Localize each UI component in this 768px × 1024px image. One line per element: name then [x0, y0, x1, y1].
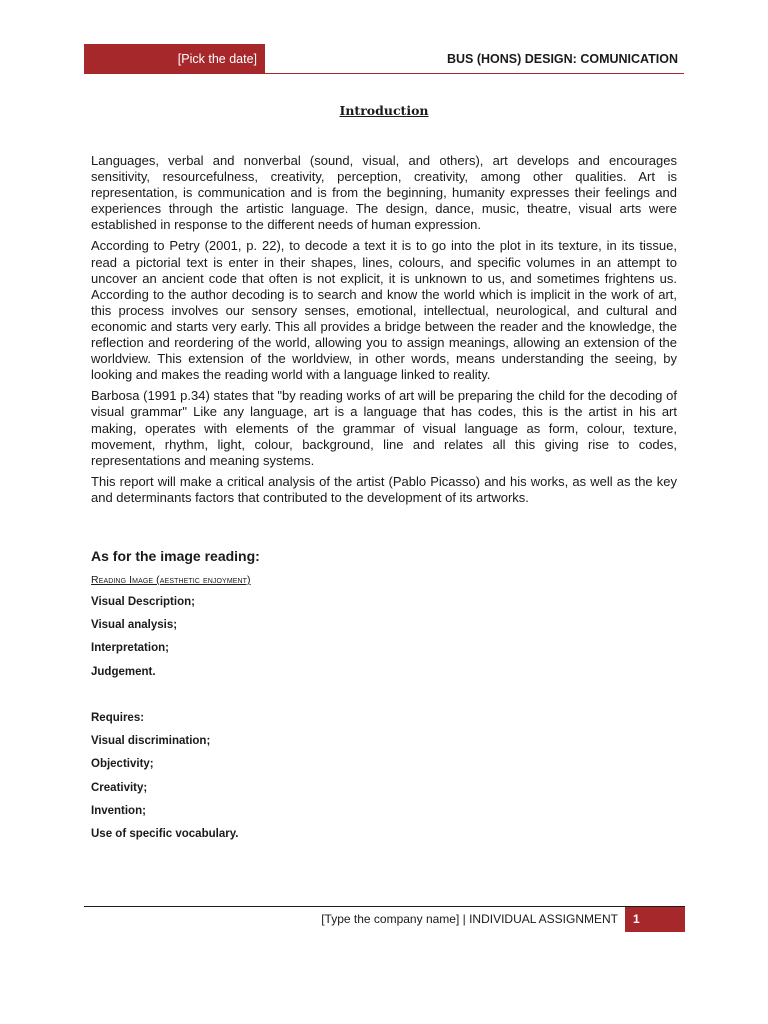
paragraph: According to Petry (2001, p. 22), to decode a text it is to go into the plot in its texture, in its tissue, read a pictorial text is enter in their shapes, lines, colours, and specific volumes in an attempt to uncover an ancient code that often is not explicit, it is unknown to us, and sometimes frightens us. According to the author decoding is to search and know the world which is implicit in the work of art, this process involves our sensory senses, emotional, intellectual, neurological, and cultural and economic and starts very early. This all provides a bridge between the reader and the knowledge, the reflection and reordering of the world, allowing you to assign meanings, allowing an extension of the worldview. This extension of the worldview, in other words, means understanding the seeing, by looking and makes the reading world with a language linked to reality.	[91, 238, 677, 383]
paragraph: This report will make a critical analysis of the artist (Pablo Picasso) and his works, as well as the key and determinants factors that contributed to the development of its artworks.	[91, 473, 677, 505]
list-item: Visual Description;	[91, 596, 195, 608]
list-item: Judgement.	[91, 665, 156, 678]
header-divider	[265, 73, 684, 74]
body-text	[91, 153, 677, 511]
list-item: Invention;	[91, 804, 146, 817]
section-subheading: Reading Image (aesthetic enjoyment)	[91, 574, 251, 586]
paragraph: Barbosa (1991 p.34) states that "by reading works of art will be preparing the child for the decoding of visual grammar" Like any language, art is a language that has codes, this is the artist in his art making, operates with elements of the grammar of visual language as form, colour, texture, movement, rhythm, light, colour, background, line and relates all this giving rise to codes, representations and meaning systems.	[91, 388, 677, 468]
list-item: Interpretation;	[91, 642, 169, 655]
page-number: 1	[625, 907, 685, 932]
footer-text[interactable]: [Type the company name] | INDIVIDUAL ASSIGNMENT	[321, 912, 618, 926]
page-header	[84, 44, 684, 74]
list-item: Visual analysis;	[91, 619, 178, 632]
paragraph: Languages, verbal and nonverbal (sound, visual, and others), art develops and encourages sensitivity, resourcefulness, creativity, perception, creativity, among other qualities. Art is representation, is communication and is from the beginning, humanity expresses their feelings and experiences through the artistic language. The design, dance, music, theatre, visual arts were established in response to the different needs of human expression.	[91, 153, 677, 233]
image-reading-list	[91, 591, 195, 684]
requires-list	[91, 707, 238, 846]
list-item: Use of specific vocabulary.	[91, 827, 239, 840]
requires-heading: Requires:	[91, 712, 145, 724]
list-item: Objectivity;	[91, 758, 154, 771]
list-item: Visual discrimination;	[91, 735, 211, 748]
page-title: Introduction	[339, 103, 429, 118]
header-date-field[interactable]: [Pick the date]	[84, 44, 265, 74]
list-item: Creativity;	[91, 781, 148, 794]
header-title: BUS (HONS) DESIGN: COMUNICATION	[446, 52, 678, 66]
section-heading: As for the image reading:	[91, 548, 260, 564]
